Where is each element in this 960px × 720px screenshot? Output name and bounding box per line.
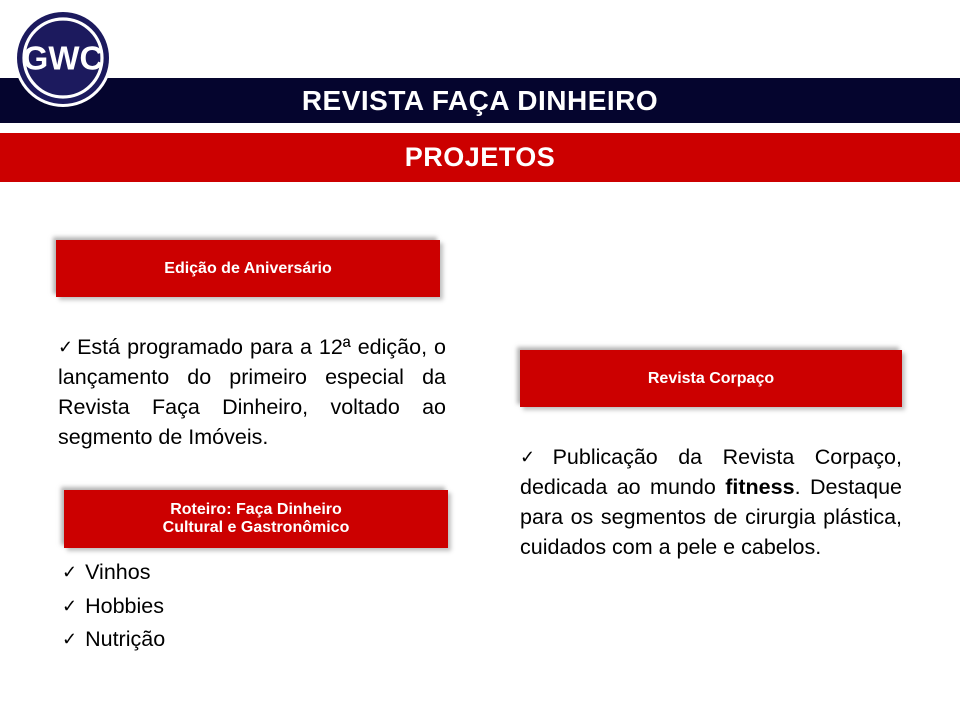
paragraph-text-part1: Publicação da Revista Corpaço, dedicada ao mundo xyxy=(520,445,902,499)
heading-box-label-line1: Roteiro: Faça Dinheiro xyxy=(170,501,342,519)
check-icon: ✓ xyxy=(62,595,78,616)
check-icon: ✓ xyxy=(62,562,78,582)
heading-box-label: Edição de Aniversário xyxy=(164,259,332,277)
section-title: PROJETOS xyxy=(404,142,556,172)
gwc-logo-icon xyxy=(11,6,115,110)
gwc-logo-text: GWC xyxy=(22,39,104,77)
list-item-label: Vinhos xyxy=(85,560,151,584)
check-list xyxy=(62,562,362,663)
heading-box-label-lines xyxy=(163,501,350,537)
heading-box-label-line2: Cultural e Gastronômico xyxy=(162,519,350,536)
list-item-label: Nutrição xyxy=(85,627,166,651)
paragraph-text-emphasis: fitness xyxy=(725,474,795,499)
paragraph-text: Está programado para a 12ª edição, o lançamento do primeiro especial da Revista Faça Dinheiro, voltado ao segmento de Imóveis. xyxy=(58,335,446,449)
heading-box-label: Revista Corpaço xyxy=(647,369,775,387)
list-item xyxy=(62,593,362,630)
heading-box-revista-corpaco[interactable] xyxy=(520,350,902,407)
list-item-label: Hobbies xyxy=(85,593,164,618)
paragraph-text-part2: . Destaque para os segmentos de cirurgia plástica, cuidados com a pele e cabelos. xyxy=(520,474,903,559)
check-icon: ✓ xyxy=(520,447,550,467)
check-icon: ✓ xyxy=(62,629,78,649)
page-title: REVISTA FAÇA DINHEIRO xyxy=(301,85,659,116)
paragraph-edicao-aniversario xyxy=(58,333,446,453)
paragraph-revista-corpaco xyxy=(520,443,902,563)
heading-box-roteiro[interactable] xyxy=(64,490,448,548)
list-item xyxy=(62,562,362,596)
heading-box-edicao-aniversario[interactable] xyxy=(56,240,440,297)
check-icon: ✓ xyxy=(58,337,75,357)
list-item xyxy=(62,629,362,663)
